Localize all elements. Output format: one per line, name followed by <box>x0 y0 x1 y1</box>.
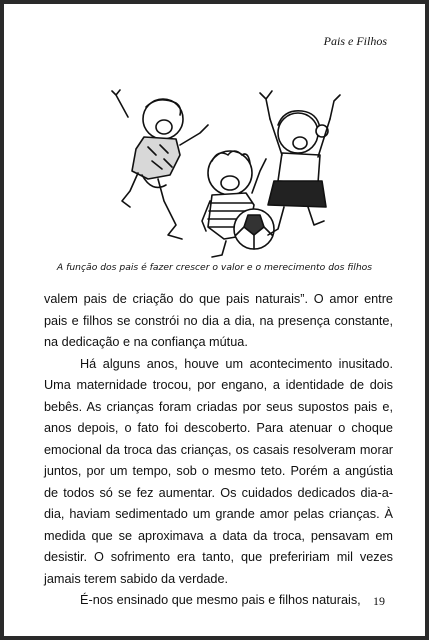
children-illustration <box>108 89 348 261</box>
paragraph: valem pais de criação do que pais naturais”. O amor entre pais e filhos se constrói no dia a dia, na presença constante, na dedicação e na confiança mútua. <box>44 292 393 349</box>
running-header: Pais e Filhos <box>323 34 387 48</box>
right-child-figure <box>260 91 340 235</box>
body-text <box>44 289 393 612</box>
figure-caption: A função dos pais é fazer crescer o valor e o merecimento dos filhos <box>56 262 373 273</box>
left-child-figure <box>112 90 208 239</box>
book-page <box>4 4 425 636</box>
paragraph: É-nos ensinado que mesmo pais e filhos naturais, <box>80 593 361 607</box>
paragraph: Há alguns anos, houve um acontecimento inusitado. Uma maternidade trocou, por engano, a identidade de dois bebês. As crianças foram criadas por seus supostos pais e, anos depois, o fato foi descoberto. Para atenuar o choque emocional da troca das crianças, os casais resolveram morar juntos, por um tempo, sob o mesmo teto. Porém a angústia de todos só se fez aumentar. Os cuidados dedicados dia-a-dia, haviam sedimentado um grande amor pelas crianças. À medida que se aproximava a data da troca, pensavam em desistir. O sofrimento era tanto, que prefeririam mil vezes jamais terem sabido da verdade. <box>44 356 393 586</box>
middle-child-figure <box>202 151 274 257</box>
page-number: 19 <box>373 594 385 608</box>
